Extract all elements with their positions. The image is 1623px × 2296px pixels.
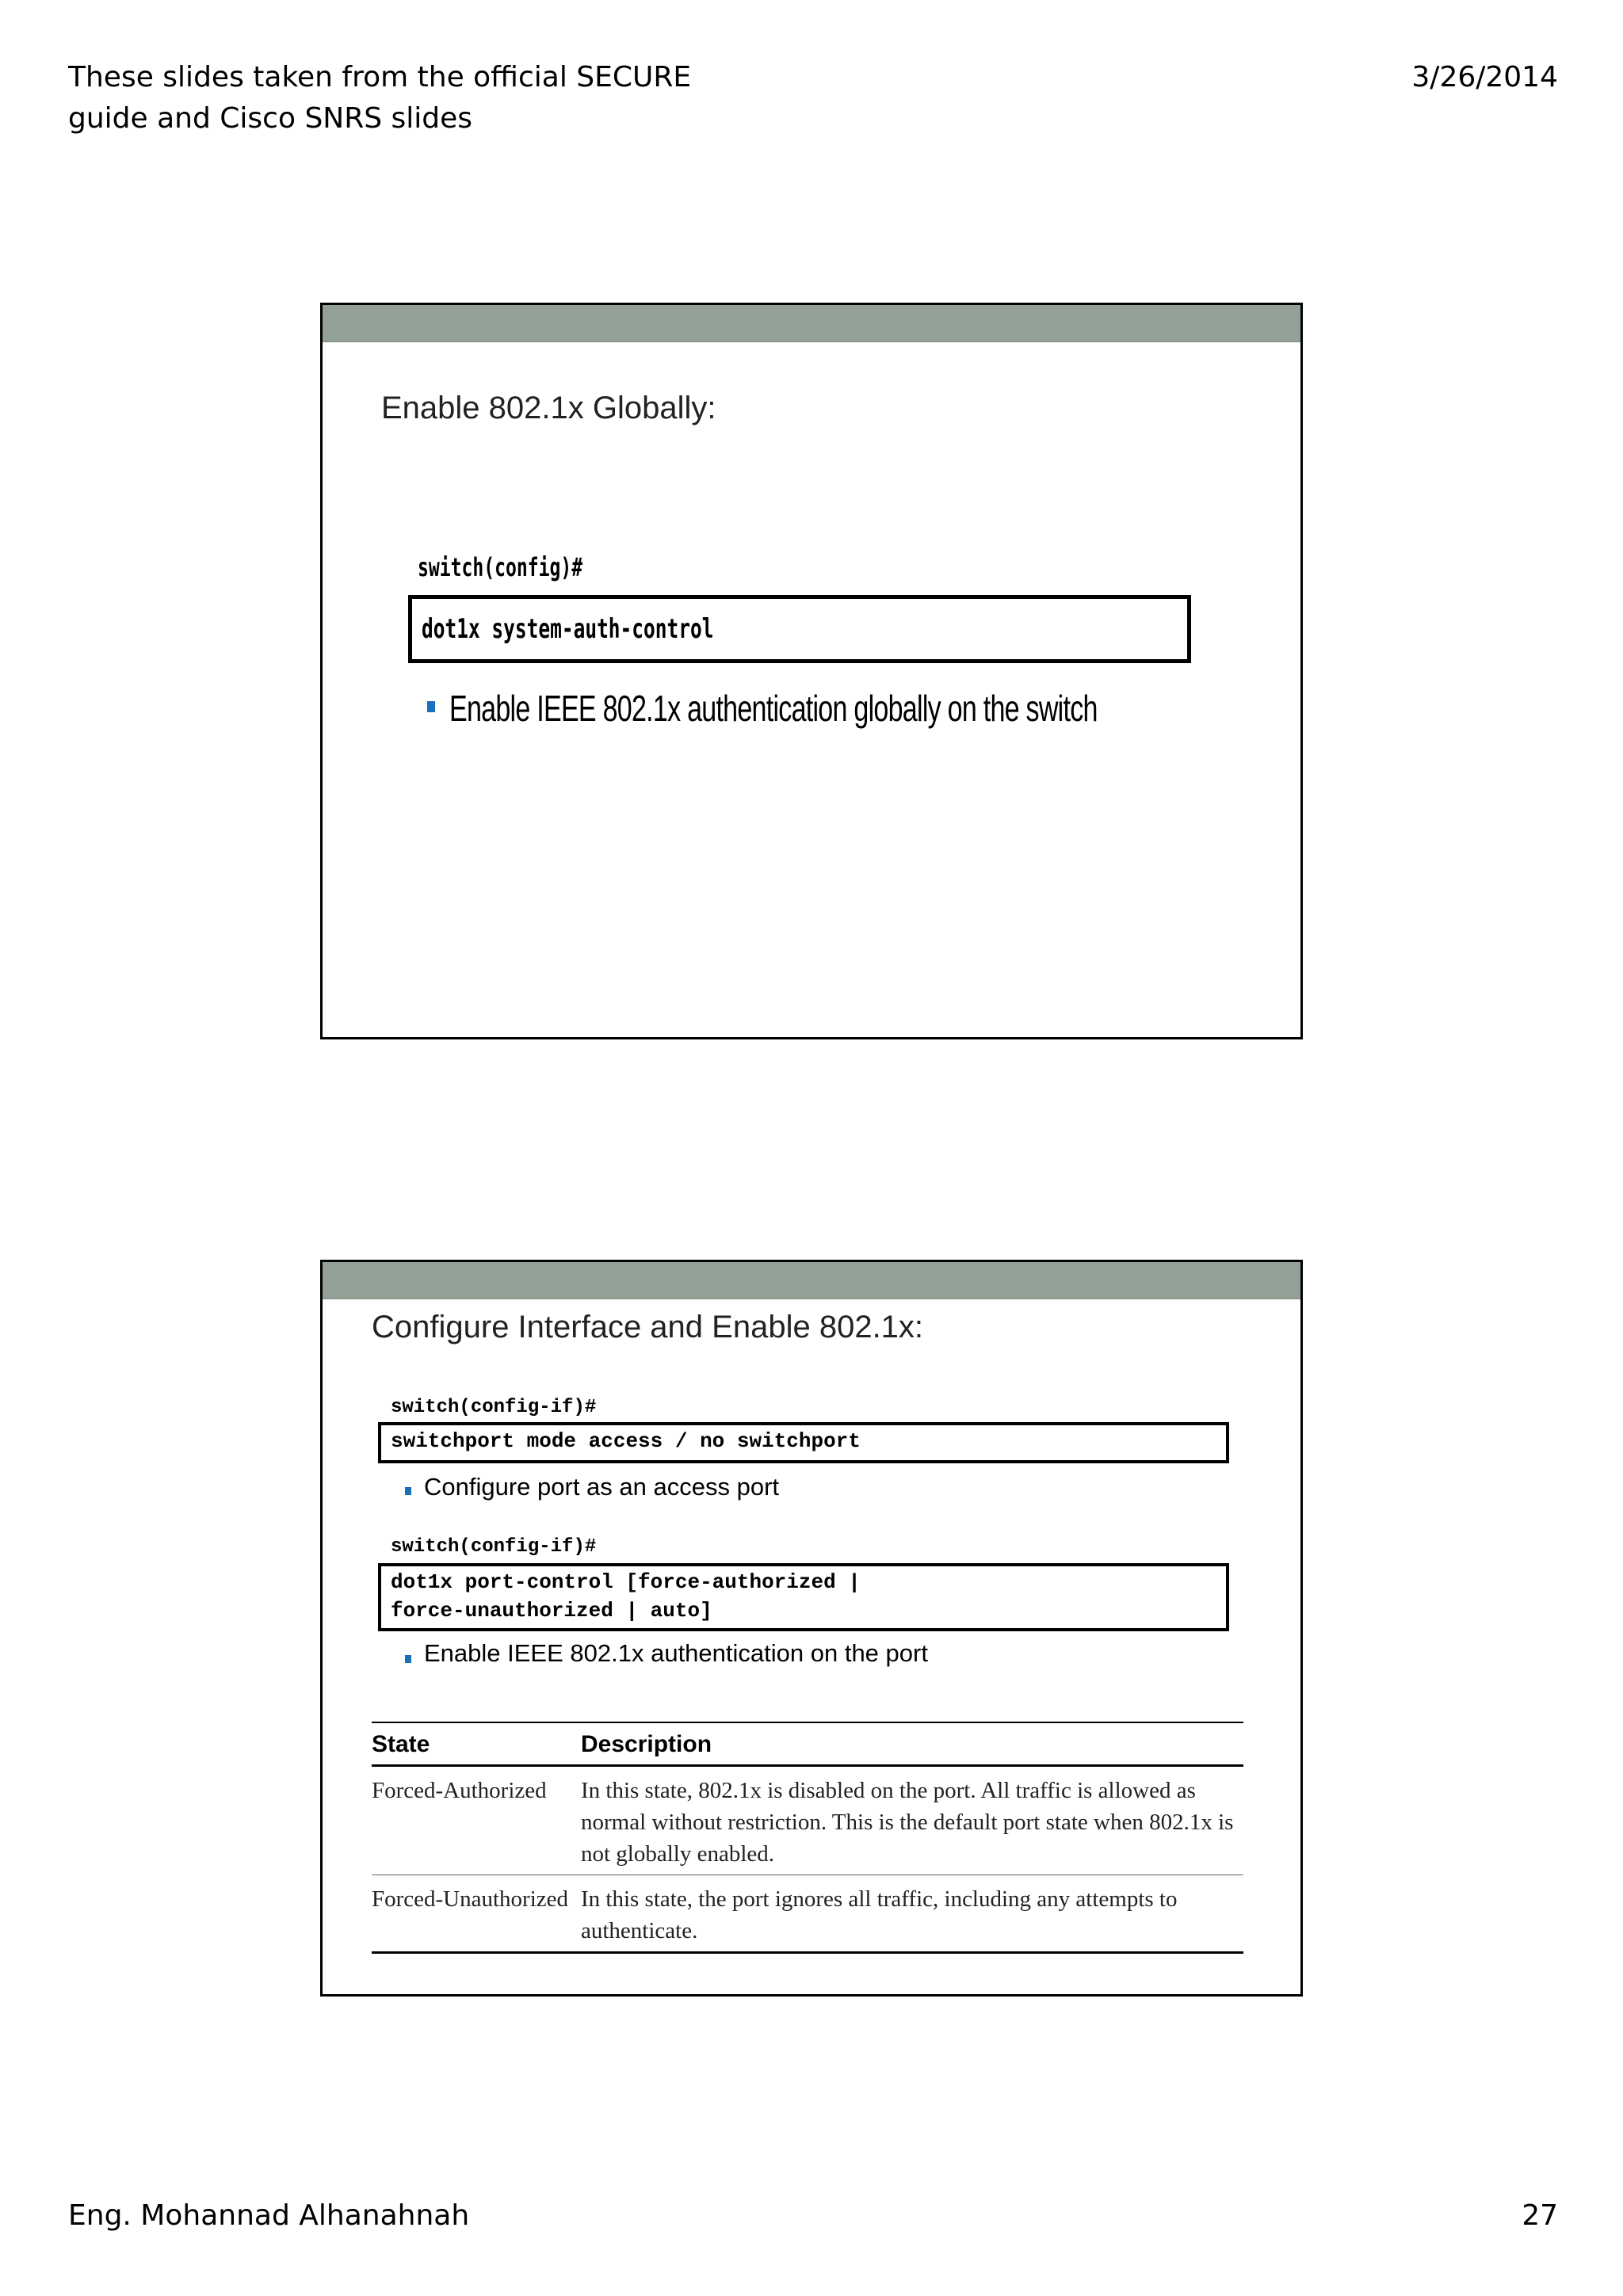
table-row (372, 1766, 1243, 1875)
command-box (408, 595, 1191, 663)
page-header-left (68, 57, 702, 139)
state-table (372, 1722, 1243, 1954)
state-cell: Forced-Authorized (372, 1766, 581, 1875)
bullet-icon (405, 1655, 411, 1663)
slide-title-bar (323, 1262, 1300, 1299)
page-number: 27 (1522, 2199, 1558, 2232)
bullet-text: Configure port as an access port (424, 1473, 780, 1501)
description-cell: In this state, 802.1x is disabled on the port. All traffic is allowed as normal without restriction. This is the default port state when 802.1x is not globally enabled. (581, 1766, 1243, 1875)
command-text: switchport mode access / no switchport (391, 1429, 861, 1453)
command-text-line-1: dot1x port-control [force-authorized | (391, 1570, 861, 1594)
slide-1 (320, 303, 1303, 1039)
slide-title-bar (323, 305, 1300, 342)
page-date: 3/26/2014 (1411, 61, 1558, 93)
bullet-icon (427, 701, 435, 712)
column-header-description: Description (581, 1722, 1243, 1766)
command-text-line-2: force-unauthorized | auto] (391, 1599, 712, 1623)
cli-prompt: switch(config-if)# (391, 1397, 597, 1418)
bullet-text: Enable IEEE 802.1x authentication on the port (424, 1639, 928, 1667)
slide-2 (320, 1260, 1303, 1997)
header-line-1: These slides taken from the official SECURE (68, 61, 692, 93)
header-line-2: guide and Cisco SNRS slides (68, 102, 473, 135)
description-cell: In this state, the port ignores all traffic, including any attempts to authenticate. (581, 1875, 1243, 1953)
bullet-text: Enable IEEE 802.1x authentication globally on the switch (449, 688, 1098, 729)
table-row (372, 1875, 1243, 1953)
command-text: dot1x system-auth-control (422, 613, 714, 645)
slide-title: Enable 802.1x Globally: (381, 391, 716, 425)
bullet-icon (405, 1487, 411, 1495)
author-name: Eng. Mohannad Alhanahnah (68, 2199, 470, 2232)
cli-prompt: switch(config)# (418, 552, 583, 582)
command-box (378, 1422, 1229, 1463)
column-header-state: State (372, 1722, 581, 1766)
cli-prompt: switch(config-if)# (391, 1536, 597, 1558)
slide-title: Configure Interface and Enable 802.1x: (372, 1310, 924, 1344)
command-box (378, 1563, 1229, 1631)
state-cell: Forced-Unauthorized (372, 1875, 581, 1953)
